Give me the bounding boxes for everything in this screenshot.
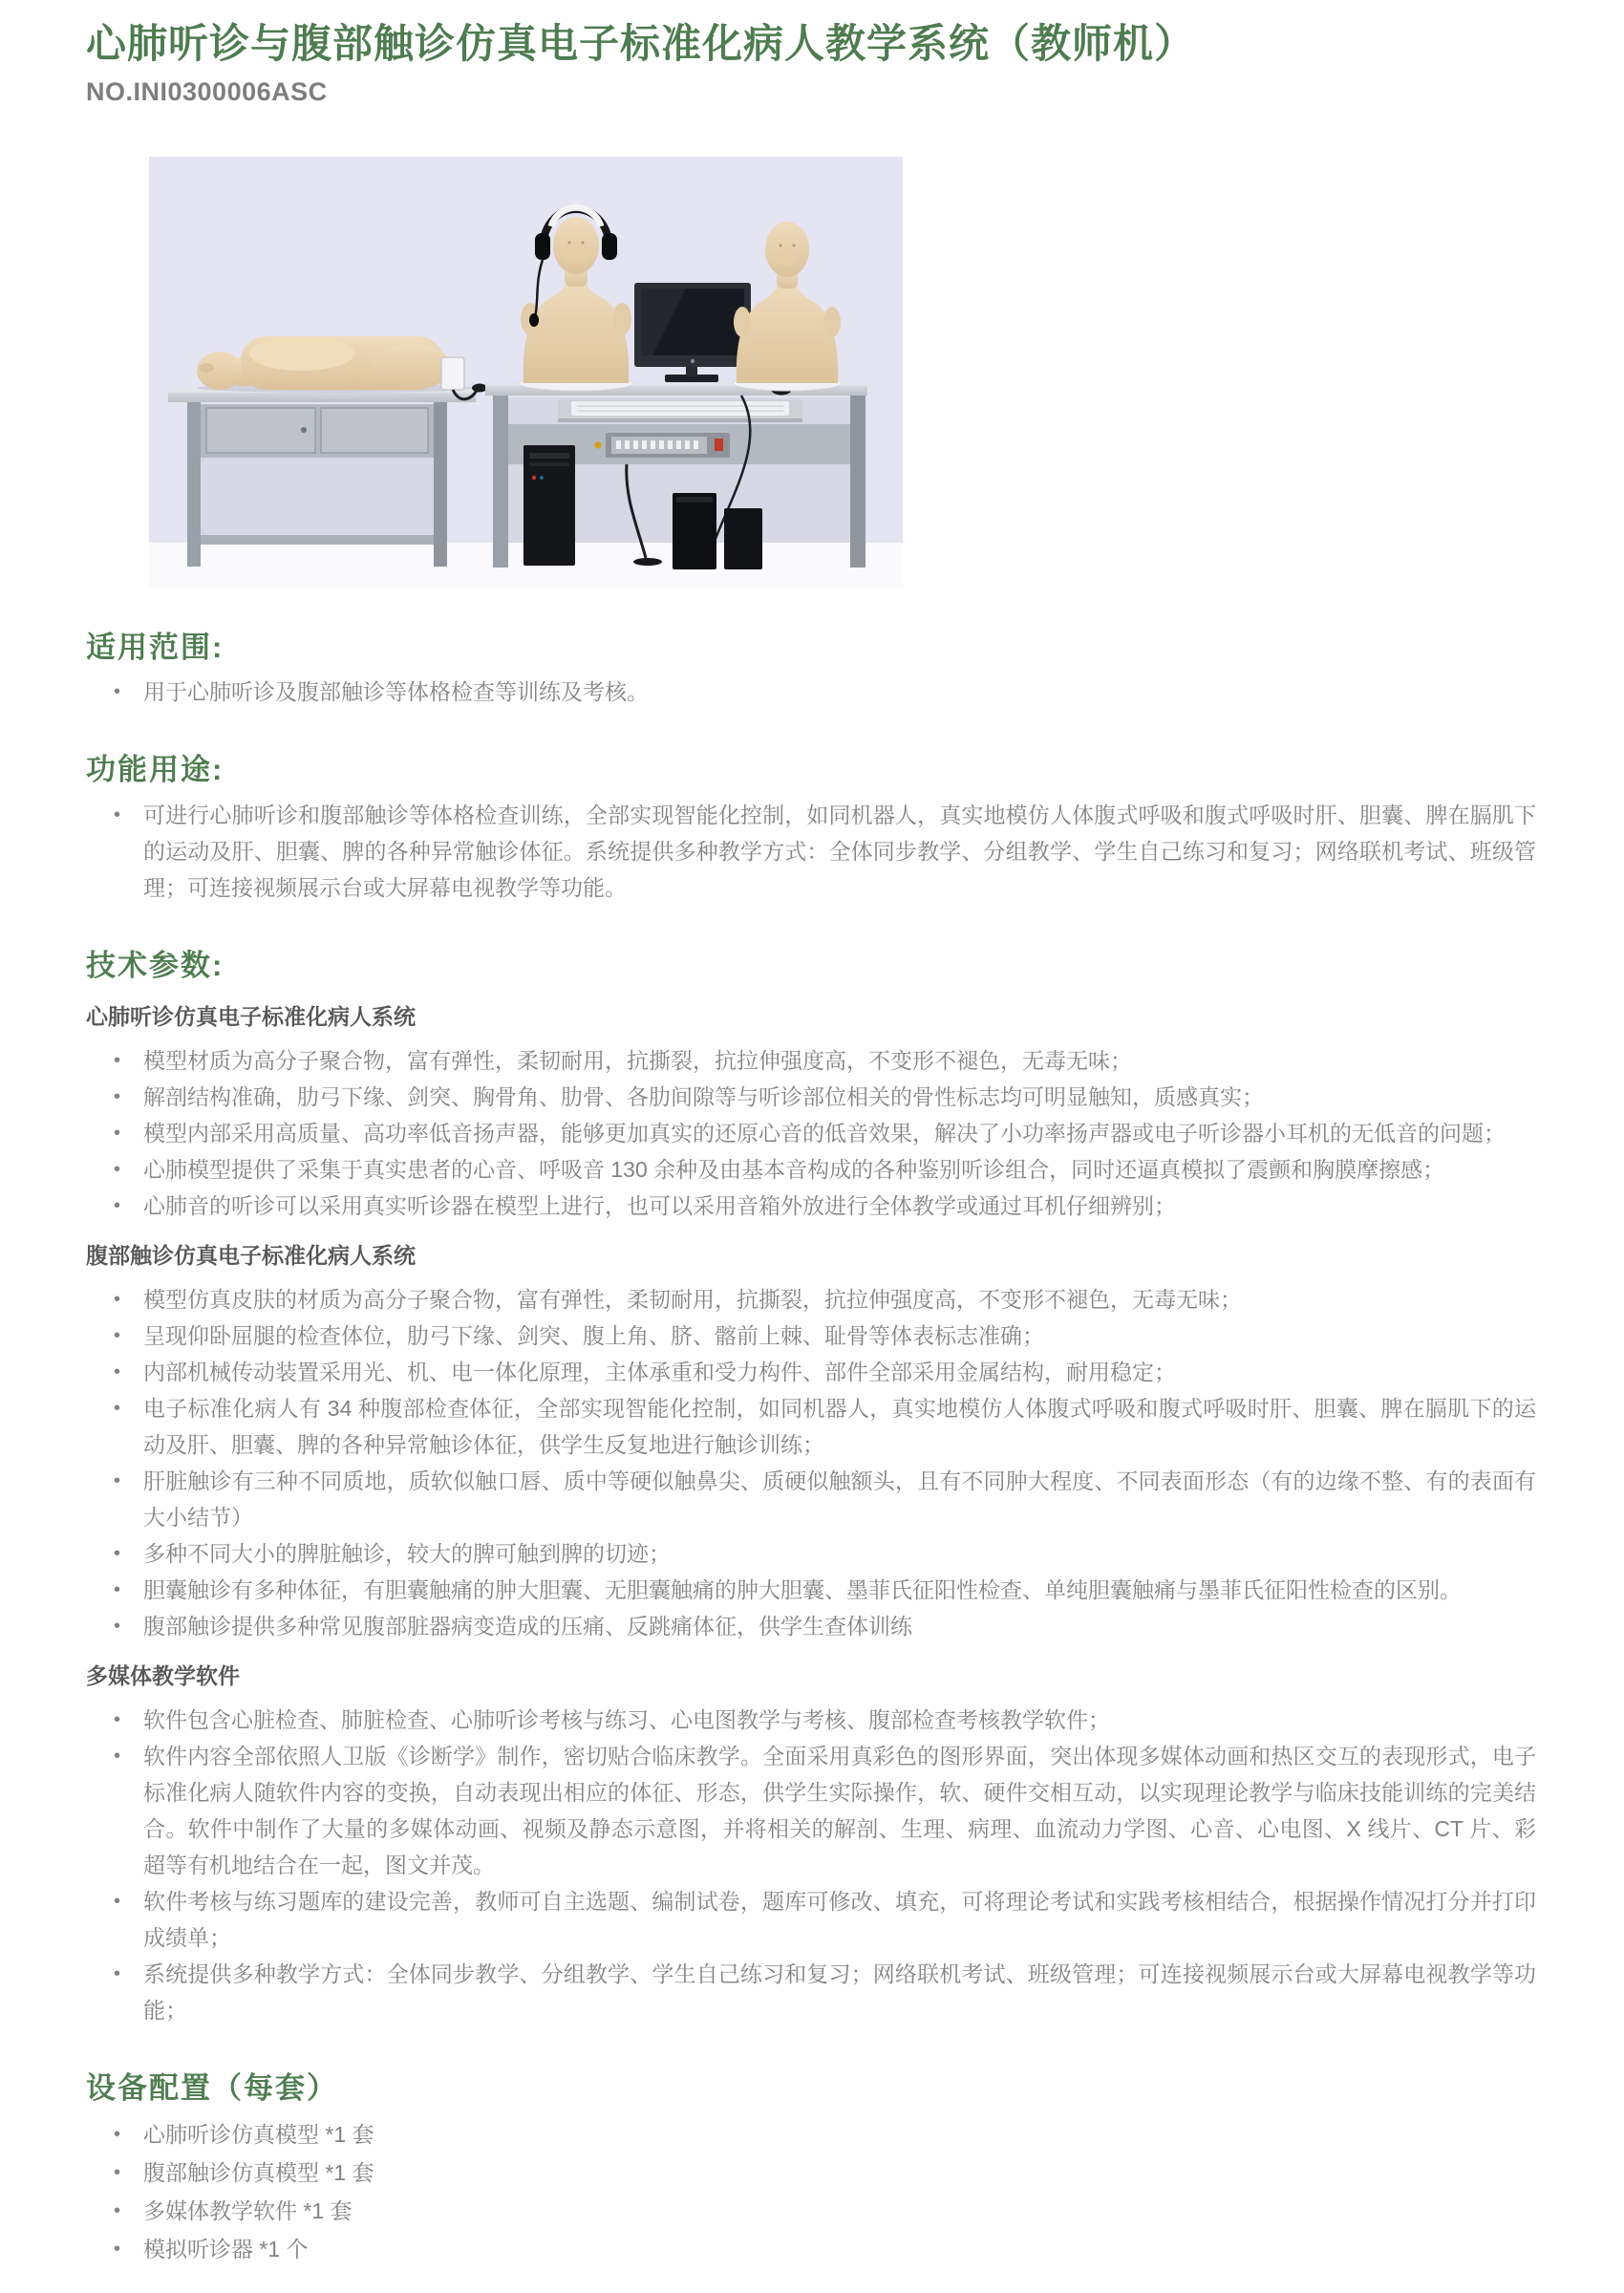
list-item: • 用于心肺听诊及腹部触诊等体格检查等训练及考核。 — [86, 674, 1536, 710]
subsection-heading-software: 多媒体教学软件 — [86, 1662, 240, 1688]
list-item: • 呈现仰卧屈腿的检查体位，肋弓下缘、剑突、腹上角、脐、髂前上棘、耻骨等体表标志准确； — [86, 1318, 1536, 1354]
list-item: • 模拟听诊器 *1 个 — [86, 2230, 1536, 2268]
list-item: • 心肺模型提供了采集于真实患者的心音、呼吸音 130 余种及由基本音构成的各种鉴别听诊组合，同时还逼真模拟了震颤和胸膜摩擦感； — [86, 1151, 1536, 1188]
list-item: • 解剖结构准确，肋弓下缘、剑突、胸骨角、肋骨、各肋间隙等与听诊部位相关的骨性标志均可明显触知，质感真实； — [86, 1079, 1536, 1115]
list-item: • 软件内容全部依照人卫版《诊断学》制作，密切贴合临床教学。全面采用真彩色的图形界面，突出体现多媒体动画和热区交互的表现形式，电子标准化病人随软件内容的变换，自动表现出相应的体征、形态，供学生实际操作，软、硬件交相互动，以实现理论教学与临床技能训练的完美结合。软件中制作了大量的多媒体动画、视频及静态示意图，并将相关的解剖、生理、病理、血流动力学图、心音、心电图、X 线片、CT 片、彩超等有机地结合在一起，图文并茂。 — [86, 1738, 1536, 1883]
list-item: • 模型内部采用高质量、高功率低音扬声器，能够更加真实的还原心音的低音效果，解决了小功率扬声器或电子听诊器小耳机的无低音的问题； — [86, 1115, 1536, 1151]
product-spec-page — [0, 19, 1624, 2293]
scope-list — [86, 674, 1536, 710]
product-photo — [149, 157, 903, 588]
functions-list — [86, 797, 1536, 906]
section-heading-equipment: 设备配置（每套） — [86, 2070, 338, 2105]
list-item: • 多种不同大小的脾脏触诊，较大的脾可触到脾的切迹； — [86, 1535, 1536, 1572]
exam-table — [168, 390, 476, 567]
list-item: • 腹部触诊仿真模型 *1 套 — [86, 2154, 1536, 2192]
section-heading-tech: 技术参数: — [86, 949, 224, 982]
page-title: 心肺听诊与腹部触诊仿真电子标准化病人教学系统（教师机） — [86, 21, 1196, 66]
list-item: • 内部机械传动装置采用光、机、电一体化原理，主体承重和受力构件、部件全部采用金属结构，耐用稳定； — [86, 1354, 1536, 1390]
list-item: • 多媒体教学软件 *1 套 — [86, 2192, 1536, 2230]
cardiopulmonary-list — [86, 1042, 1536, 1224]
section-heading-functions: 功能用途: — [86, 753, 224, 787]
computer-desk — [485, 383, 867, 569]
subsection-heading-cardiopulmonary: 心肺听诊仿真电子标准化病人系统 — [86, 1003, 416, 1029]
list-item: • 模型仿真皮肤的材质为高分子聚合物，富有弹性，柔韧耐用，抗撕裂，抗拉伸强度高，不变形不褪色，无毒无味； — [86, 1281, 1536, 1318]
list-item: • 电子标准化病人有 34 种腹部检查体征，全部实现智能化控制，如同机器人，真实地模仿人体腹式呼吸和腹式呼吸时肝、胆囊、脾在膈肌下的运动及肝、胆囊、脾的各种异常触诊体征，供学生反复地进行触诊训练； — [86, 1390, 1536, 1463]
list-item: • 肝脏触诊有三种不同质地，质软似触口唇、质中等硬似触鼻尖、质硬似触额头，且有不同肿大程度、不同表面形态（有的边缘不整、有的表面有大小结节） — [86, 1463, 1536, 1535]
list-item: • 心肺音的听诊可以采用真实听诊器在模型上进行，也可以采用音箱外放进行全体教学或通过耳机仔细辨别； — [86, 1188, 1536, 1224]
list-item: • 软件包含心脏检查、肺脏检查、心肺听诊考核与练习、心电图教学与考核、腹部检查考核教学软件； — [86, 1702, 1536, 1738]
model-number: NO.INI0300006ASC — [86, 76, 328, 106]
subsection-heading-abdominal: 腹部触诊仿真电子标准化病人系统 — [86, 1242, 416, 1268]
equipment-list — [86, 2115, 1536, 2268]
abdominal-list — [86, 1281, 1536, 1644]
software-list — [86, 1702, 1536, 2028]
list-item: • 可进行心肺听诊和腹部触诊等体格检查训练，全部实现智能化控制，如同机器人，真实地模仿人体腹式呼吸和腹式呼吸时肝、胆囊、脾在膈肌下的运动及肝、胆囊、脾的各种异常触诊体征。系统提供多种教学方式：全体同步教学、分组教学、学生自己练习和复习；网络联机考试、班级管理；可连接视频展示台或大屏幕电视教学等功能。 — [86, 797, 1536, 906]
list-item: • 腹部触诊提供多种常见腹部脏器病变造成的压痛、反跳痛体征，供学生查体训练 — [86, 1608, 1536, 1644]
list-item: • 软件考核与练习题库的建设完善，教师可自主选题、编制试卷，题库可修改、填充，可将理论考试和实践考核相结合，根据操作情况打分并打印成绩单； — [86, 1883, 1536, 1956]
section-heading-scope: 适用范围: — [86, 630, 224, 664]
list-item: • 心肺听诊仿真模型 *1 套 — [86, 2115, 1536, 2154]
list-item: • 胆囊触诊有多种体征，有胆囊触痛的肿大胆囊、无胆囊触痛的肿大胆囊、墨菲氏征阳性检查、单纯胆囊触痛与墨菲氏征阳性检查的区别。 — [86, 1572, 1536, 1608]
list-item: • 模型材质为高分子聚合物，富有弹性，柔韧耐用，抗撕裂，抗拉伸强度高，不变形不褪色，无毒无味； — [86, 1042, 1536, 1079]
list-item: • 系统提供多种教学方式：全体同步教学、分组教学、学生自己练习和复习；网络联机考试、班级管理；可连接视频展示台或大屏幕电视教学等功能； — [86, 1956, 1536, 2028]
